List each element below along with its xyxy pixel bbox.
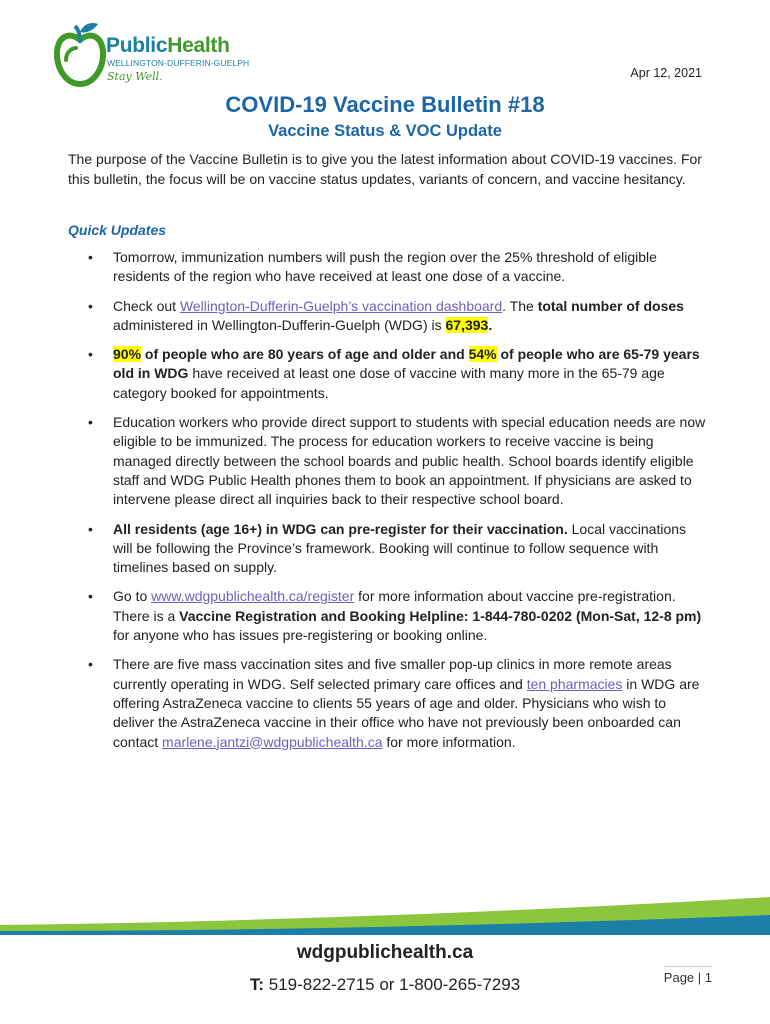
- intro-paragraph: The purpose of the Vaccine Bulletin is to give you the latest information about COVID-19 vaccines. For this bulletin, the focus will be on vaccine status updates, variants of concern, and vaccine hesitancy.: [68, 151, 702, 187]
- page-number: Page | 1: [664, 966, 712, 985]
- publichealth-logo: [54, 20, 254, 90]
- footer-wave: [0, 895, 770, 940]
- list-item: • Go to www.wdgpublichealth.ca/register for more information about vaccine pre-registration. There is a Vaccine Registration and Booking Helpline: 1-844-780-0202 (Mon-Sat, 12-8 pm) for anyone who has issues pre-registering or booking online.: [68, 587, 708, 645]
- bulletin-date: Apr 12, 2021: [630, 66, 702, 80]
- email-link[interactable]: marlene.jantzi@wdgpublichealth.ca: [162, 733, 383, 750]
- list-item: • There are five mass vaccination sites and five smaller pop-up clinics in more remote areas currently operating in WDG. Self selected primary care offices and ten pharmacies in WDG are offering AstraZeneca vaccine to clients 55 years of age and older. Physicians who wish to deliver the AstraZeneca vaccine in their office who have not previously been onboarded can contact marlene.jantzi@wdgpublichealth.ca for more information.: [68, 655, 708, 751]
- page-title: COVID-19 Vaccine Bulletin #18: [225, 92, 545, 117]
- logo-wordmark: PublicHealth: [106, 34, 230, 57]
- dashboard-link[interactable]: Wellington-Dufferin-Guelph’s vaccination dashboard: [179, 297, 503, 314]
- list-item: • Tomorrow, immunization numbers will push the region over the 25% threshold of eligible residents of the region who have received at least one dose of a vaccine.: [68, 248, 708, 287]
- logo-tagline: Stay Well.: [107, 70, 163, 83]
- apple-icon: [54, 20, 106, 88]
- pct-80plus: 90%: [113, 346, 142, 363]
- list-item: • Education workers who provide direct support to students with special education needs are now eligible to be immunized. The process for education workers to receive vaccine is being managed directly between the school boards and public health. School boards identify eligible staff and WDG Public Health phones them to book an appointment. If physicians are asked to intervene please direct all inquiries back to their respective school board.: [68, 413, 708, 509]
- pct-65-79: 54%: [468, 346, 497, 363]
- doses-value: 67,393: [445, 316, 489, 333]
- quick-updates-list: [68, 248, 708, 762]
- footer-phone: T: 519-822-2715 or 1-800-265-7293: [249, 975, 521, 994]
- page-subtitle: Vaccine Status & VOC Update: [268, 122, 502, 140]
- pharmacies-link[interactable]: ten pharmacies: [526, 675, 623, 692]
- footer-website: wdgpublichealth.ca: [296, 942, 474, 963]
- quick-updates-heading: Quick Updates: [68, 222, 167, 238]
- logo-region: WELLINGTON-DUFFERIN-GUELPH: [107, 58, 250, 68]
- register-link[interactable]: www.wdgpublichealth.ca/register: [151, 588, 355, 605]
- list-item: • Check out Wellington-Dufferin-Guelph’s vaccination dashboard. The total number of doses administered in Wellington-Dufferin-Guelph (WDG) is 67,393.: [68, 297, 708, 336]
- list-item: • 90% of people who are 80 years of age and older and 54% of people who are 65-79 years old in WDG have received at least one dose of vaccine with many more in the 65-79 age category booked for appointments.: [68, 345, 708, 403]
- list-item: • All residents (age 16+) in WDG can pre-register for their vaccination. Local vaccinations will be following the Province’s framework. Booking will continue to follow sequence with timelines based on supply.: [68, 520, 708, 578]
